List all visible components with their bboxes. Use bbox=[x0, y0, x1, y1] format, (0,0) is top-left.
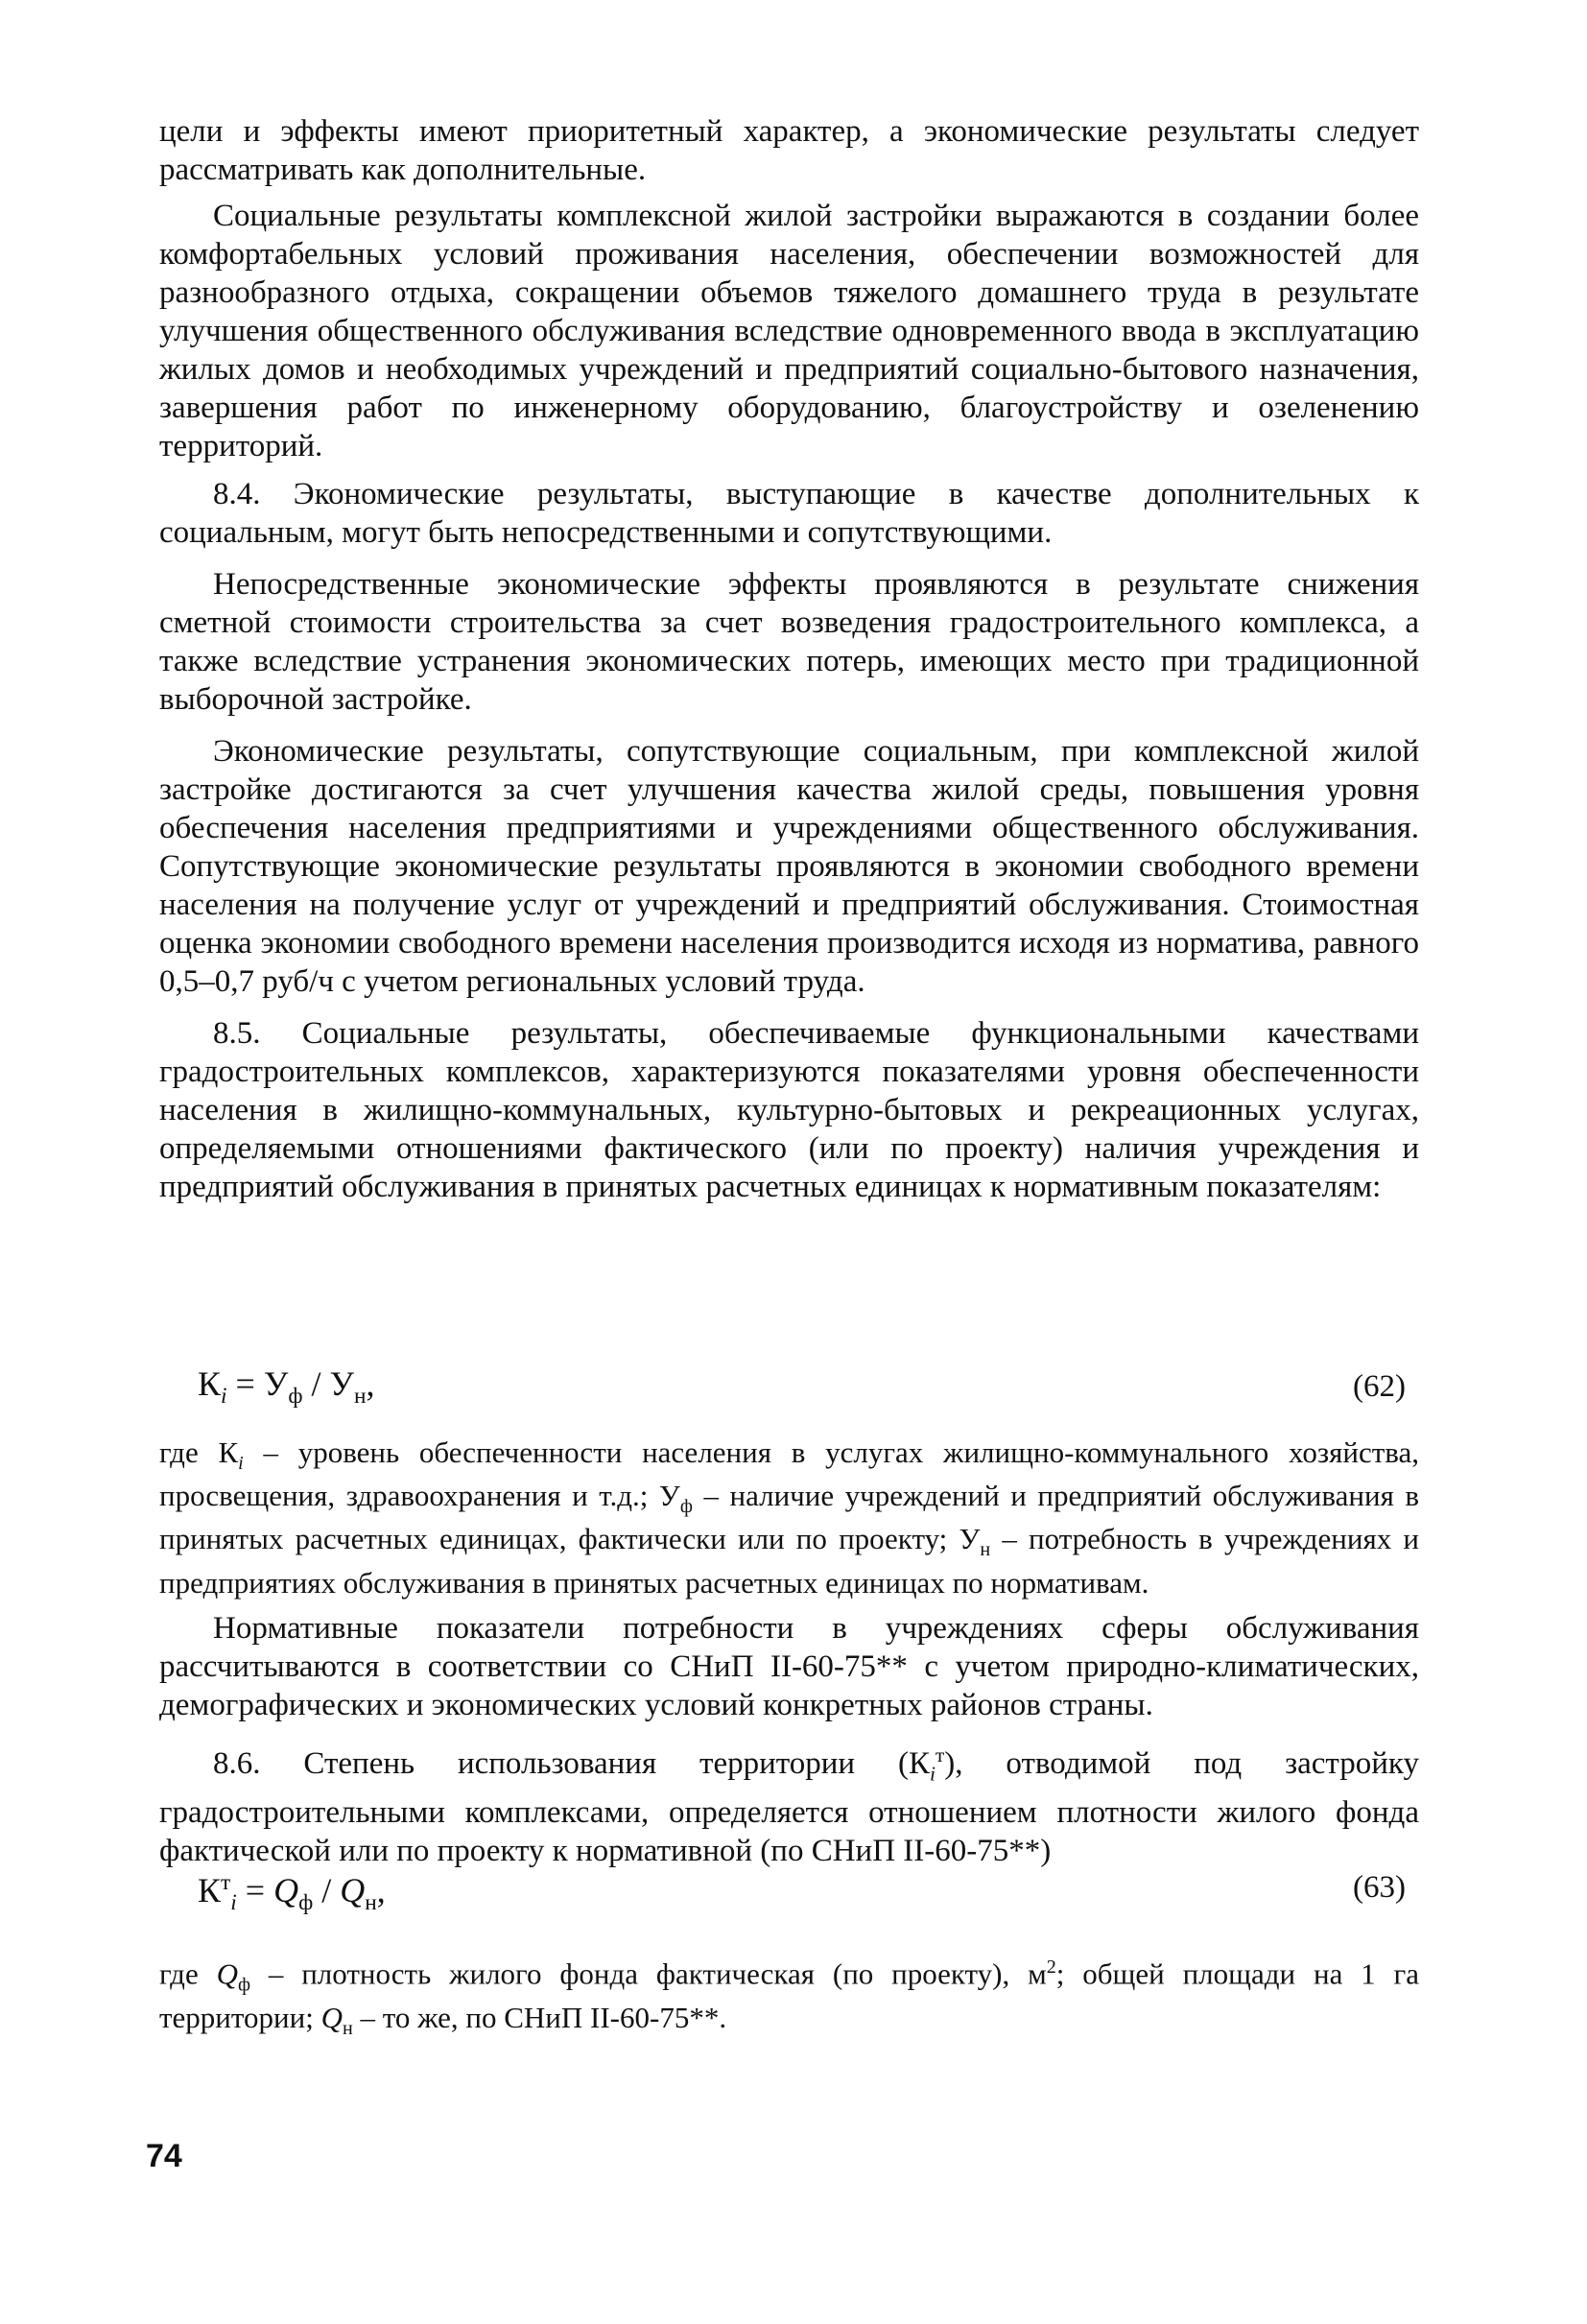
formula-symbol: К bbox=[198, 1364, 222, 1403]
legend-subscript: н bbox=[980, 1539, 991, 1561]
inline-superscript: т bbox=[935, 1743, 945, 1767]
paragraph: цели и эффекты имеют приоритетный характер, а экономические результаты следует рассматривать как дополнительные. bbox=[159, 114, 1419, 187]
formula-symbol: У bbox=[329, 1364, 354, 1403]
paragraph: 8.4. Экономические результаты, выступающие в качестве дополнительных к социальным, могут быть непосредственными и сопутствующими. bbox=[159, 477, 1419, 550]
legend-text: – то же, по СНиП II-60-75**. bbox=[352, 2000, 727, 2034]
paragraph bbox=[159, 1736, 1419, 1870]
legend-subscript: ф bbox=[237, 1974, 251, 1996]
formula-62: $К_i = У_ф / У_н$, bbox=[198, 1364, 375, 1410]
formula-number: (62) bbox=[1353, 1369, 1406, 1404]
paragraph-block-4 bbox=[159, 1952, 1419, 2045]
formula-symbol: К bbox=[198, 1871, 222, 1909]
legend-text: – плотность жилого фонда фактическая (по проекту), м bbox=[250, 1956, 1047, 1991]
legend-text: – наличие учреждений и предприятий обслуживания в принятых расчетных единицах, фактически или по проекту; У bbox=[159, 1479, 1419, 1556]
formula-legend bbox=[159, 1952, 1419, 2045]
paragraph: Социальные результаты комплексной жилой застройки выражаются в создании более комфортабельных условий проживания населения, обеспечении возможностей для разнообразного отдыха, сокращении объемов тяжелого домашнего труда в результате улучшения общественного обслуживания вследствие одновременного ввода в эксплуатацию жилых домов и необходимых учреждений и предприятий социально-бытового назначения, завершения работ по инженерному оборудованию, благоустройству и озеленению территорий. bbox=[159, 199, 1419, 463]
paragraph-block-2 bbox=[159, 1436, 1419, 1599]
paragraph: Непосредственные экономические эффекты проявляются в результате снижения сметной стоимости строительства за счет возведения градостроительного комплекса, а также вследствие устранения экономических потерь, имеющих место при традиционной выборочной застройке. bbox=[159, 567, 1419, 717]
formula-punctuation: , bbox=[366, 1364, 375, 1403]
legend-text: где К bbox=[159, 1435, 239, 1469]
formula-subscript: н bbox=[365, 1890, 377, 1916]
formula-operator: / bbox=[313, 1871, 341, 1909]
legend-text: ; общей площади на 1 га территории; bbox=[159, 1956, 1420, 2034]
formula-superscript: т bbox=[221, 1870, 231, 1895]
formula-subscript: ф bbox=[298, 1890, 314, 1916]
formula-symbol: Q bbox=[340, 1871, 366, 1909]
formula-symbol: Q bbox=[273, 1871, 299, 1909]
paragraph-block-1 bbox=[159, 112, 1419, 1206]
formula-number: (63) bbox=[1353, 1870, 1406, 1905]
formula-punctuation: , bbox=[376, 1871, 386, 1909]
formula-subscript: н bbox=[354, 1384, 367, 1410]
legend-text: – уровень обеспеченности населения в услугах жилищно-коммунального хозяйства, просвещения, здравоохранения и т.д.; У bbox=[159, 1435, 1419, 1513]
paragraph: Нормативные показатели потребности в учреждениях сферы обслуживания рассчитываются в соответствии со СНиП II-60-75** с учетом природно-климатических, демографических и экономических условий конкретных районов страны. bbox=[159, 1611, 1419, 1722]
formula-subscript: i bbox=[221, 1384, 227, 1410]
legend-symbol: Q bbox=[320, 2000, 343, 2034]
legend-superscript: 2 bbox=[1046, 1956, 1056, 1978]
legend-subscript: i bbox=[238, 1453, 244, 1475]
formula-operator: / bbox=[302, 1364, 330, 1403]
legend-symbol: Q bbox=[216, 1956, 238, 1991]
paragraph: 8.5. Социальные результаты, обеспечиваемые функциональными качествами градостроительных комплексов, характеризуются показателями уровня обеспеченности населения в жилищно-коммунальных, культурно-бытовых и рекреационных услугах, определяемыми отношениями фактического (или по проекту) наличия учреждения и предприятий обслуживания в принятых расчетных единицах к нормативным показателям: bbox=[159, 1016, 1419, 1204]
formula-subscript: ф bbox=[288, 1384, 303, 1410]
paragraph-block-3 bbox=[159, 1609, 1419, 1870]
formula-63: $К^т_i = Q_ф / Q_н$, bbox=[198, 1870, 386, 1916]
formula-subscript: i bbox=[230, 1890, 237, 1916]
paragraph-text: 8.6. Степень использования территории (К bbox=[213, 1746, 930, 1781]
legend-subscript: ф bbox=[679, 1496, 693, 1518]
paragraph-text: ), отводимой под застройку градостроительными комплексами, определяется отношением плотности жилого фонда фактической или по проекту к нормативной (по СНиП II-60-75**) bbox=[159, 1746, 1419, 1868]
inline-subscript: i bbox=[929, 1762, 936, 1786]
formula-symbol: У bbox=[263, 1364, 289, 1403]
legend-subscript: н bbox=[342, 2017, 353, 2039]
formula-legend bbox=[159, 1436, 1419, 1599]
legend-text: – потребность в учреждениях и предприятиях обслуживания в принятых расчетных единицах по нормативам. bbox=[159, 1522, 1419, 1600]
paragraph: Экономические результаты, сопутствующие социальным, при комплексной жилой застройке достигаются за счет улучшения качества жилой среды, повышения уровня обеспечения населения предприятиями и учреждениями общественного обслуживания. Сопутствующие экономические результаты проявляются в экономии свободного времени населения на получение услуг от учреждений и предприятий обслуживания. Стоимостная оценка экономии свободного времени населения производится исходя из норматива, равного 0,5–0,7 руб/ч с учетом региональных условий труда. bbox=[159, 734, 1419, 999]
legend-text: где bbox=[159, 1956, 217, 1991]
page-number: 74 bbox=[146, 2138, 182, 2174]
